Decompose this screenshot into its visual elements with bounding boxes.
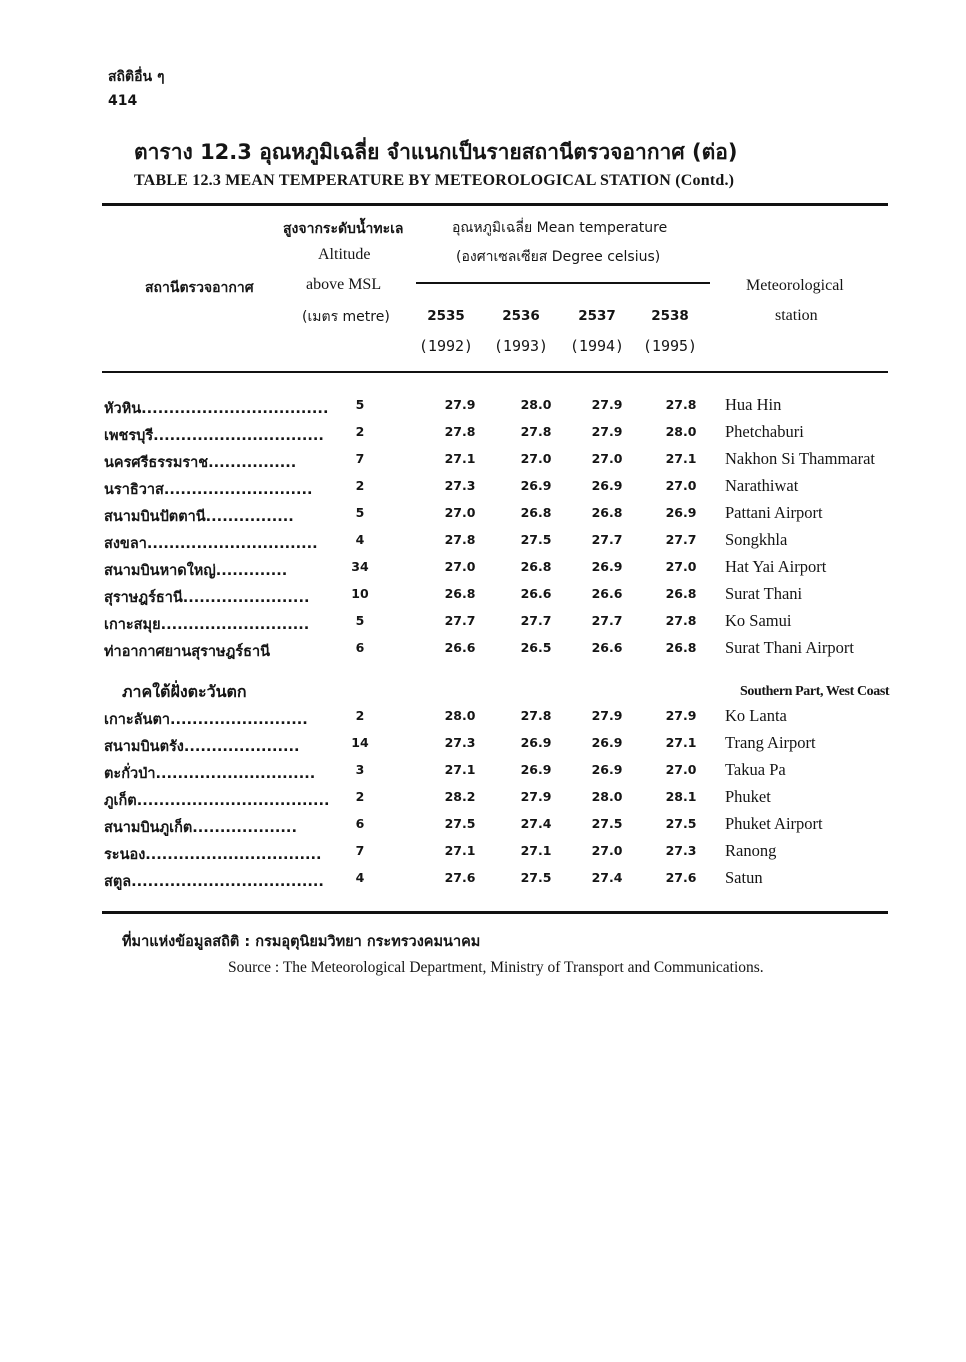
header-bottom-rule [102,371,888,373]
temp-value: 27.8 [444,532,476,547]
table-row [0,870,966,897]
section-heading-thai: ภาคใต้ฝั่งตะวันตก [122,682,247,701]
temp-value: 26.9 [591,762,623,777]
temp-value: 28.0 [520,397,552,412]
temp-value: 27.0 [665,478,697,493]
table-row [0,397,966,424]
header-altitude-en2: above MSL [306,276,382,293]
temp-value: 28.1 [665,789,697,804]
temp-value: 26.6 [520,586,552,601]
temp-value: 26.8 [444,586,476,601]
temp-value: 27.9 [520,789,552,804]
header-year-be: 2538 [651,308,689,324]
table-row [0,762,966,789]
temp-value: 27.1 [665,735,697,750]
header-mean-temp-unit: (องศาเซลเซียส Degree celsius) [456,249,661,265]
temp-value: 26.9 [591,735,623,750]
station-name-thai: ตะกั่วป่า............................. [104,766,316,782]
temp-value: 27.1 [444,451,476,466]
station-name-en: Narathiwat [725,476,799,495]
temp-value: 26.8 [665,586,697,601]
temp-value: 27.1 [444,762,476,777]
altitude-value: 5 [355,505,365,520]
temp-value: 27.7 [520,613,552,628]
station-name-en: Ko Samui [725,611,792,630]
temp-value: 27.8 [665,397,697,412]
temp-value: 27.0 [665,762,697,777]
source-note-thai: ที่มาแห่งข้อมูลสถิติ : กรมอุตุนิยมวิทยา กระทรวงคมนาคม [122,934,481,950]
temp-value: 26.8 [520,505,552,520]
temp-value: 26.8 [665,640,697,655]
station-name-en: Surat Thani Airport [725,638,854,657]
temp-value: 28.0 [444,708,476,723]
station-name-thai: เพชรบุรี............................... [104,428,324,444]
temp-value: 27.8 [665,613,697,628]
temp-value: 27.3 [444,478,476,493]
station-name-en: Hua Hin [725,395,782,414]
temp-value: 26.5 [520,640,552,655]
temp-value: 27.4 [591,870,623,885]
header-altitude-thai: สูงจากระดับน้ำทะเล [283,221,404,237]
altitude-value: 14 [351,735,369,750]
station-name-thai: สนามบินตรัง..................... [104,739,300,755]
temp-value: 27.9 [591,397,623,412]
temp-value: 27.4 [520,816,552,831]
temp-value: 27.7 [665,532,697,547]
source-note-english: Source : The Meteorological Department, Ministry of Transport and Communications. [228,959,764,976]
header-altitude-en: Altitude [318,246,371,263]
temp-value: 26.6 [591,640,623,655]
temp-value: 27.0 [444,505,476,520]
temp-value: 27.3 [444,735,476,750]
header-year-be: 2536 [502,308,540,324]
temp-value: 26.9 [520,762,552,777]
temp-value: 26.6 [444,640,476,655]
header-year-be: 2537 [578,308,616,324]
page-number: 414 [108,93,138,109]
altitude-value: 6 [355,640,365,655]
table-row [0,843,966,870]
temp-value: 27.0 [520,451,552,466]
temp-value: 27.1 [520,843,552,858]
altitude-value: 7 [355,843,365,858]
altitude-value: 2 [355,708,365,723]
station-name-en: Songkhla [725,530,788,549]
altitude-value: 34 [351,559,369,574]
header-altitude-unit: (เมตร metre) [302,309,390,325]
temp-value: 27.0 [444,559,476,574]
station-name-thai: สุราษฎร์ธานี....................... [104,590,310,606]
temp-value: 27.8 [520,424,552,439]
table-row [0,789,966,816]
section-heading-english: Southern Part, West Coast [740,684,890,699]
station-name-en: Phuket Airport [725,814,823,833]
header-year-ce: (1993) [493,337,549,355]
temp-value: 27.9 [665,708,697,723]
temp-value: 26.9 [520,735,552,750]
station-name-en: Pattani Airport [725,503,823,522]
altitude-value: 2 [355,478,365,493]
temp-value: 27.5 [520,532,552,547]
altitude-value: 5 [355,397,365,412]
station-name-en: Phetchaburi [725,422,804,441]
station-name-en: Surat Thani [725,584,803,603]
station-name-thai: ภูเก็ต................................... [104,793,330,809]
altitude-value: 7 [355,451,365,466]
station-name-en: Nakhon Si Thammarat [725,449,875,468]
altitude-value: 5 [355,613,365,628]
temp-value: 27.3 [665,843,697,858]
temp-value: 27.1 [665,451,697,466]
temp-value: 26.8 [520,559,552,574]
station-name-thai: นครศรีธรรมราช................ [104,455,297,471]
temp-value: 28.0 [591,789,623,804]
temp-value: 26.8 [591,505,623,520]
station-name-thai: หัวหิน.................................. [104,401,329,417]
temp-value: 27.5 [444,816,476,831]
temp-value: 27.9 [591,708,623,723]
header-station-thai: สถานีตรวจอากาศ [145,280,254,296]
table-row [0,559,966,586]
table-bottom-rule [102,911,888,914]
altitude-value: 6 [355,816,365,831]
table-title-english: TABLE 12.3 MEAN TEMPERATURE BY METEOROLOGICAL STATION (Contd.) [134,172,735,189]
temp-value: 27.8 [444,424,476,439]
table-row [0,424,966,451]
temp-value: 27.0 [591,843,623,858]
altitude-value: 2 [355,789,365,804]
temp-value: 27.8 [520,708,552,723]
temp-value: 27.9 [444,397,476,412]
temp-value: 27.1 [444,843,476,858]
temp-value: 27.6 [444,870,476,885]
header-year-ce: (1992) [418,337,474,355]
station-name-en: Takua Pa [725,760,786,779]
table-row [0,505,966,532]
temp-value: 26.9 [591,478,623,493]
header-year-be: 2535 [427,308,465,324]
temp-value: 27.0 [591,451,623,466]
station-name-thai: นราธิวาส........................... [104,482,313,498]
temp-value: 27.7 [591,613,623,628]
station-name-thai: สงขลา............................... [104,536,318,552]
header-mean-temp: อุณหภูมิเฉลี่ย Mean temperature [452,220,668,236]
temp-value: 28.2 [444,789,476,804]
station-name-thai: สนามบินภูเก็ต................... [104,820,297,836]
temp-value: 27.6 [665,870,697,885]
altitude-value: 3 [355,762,365,777]
table-top-rule [102,203,888,206]
station-name-thai: สนามบินปัตตานี................ [104,509,294,525]
table-row [0,640,966,667]
temp-value: 27.5 [520,870,552,885]
altitude-value: 10 [351,586,369,601]
temp-value: 27.0 [665,559,697,574]
temp-value: 28.0 [665,424,697,439]
table-title-thai: ตาราง 12.3 อุณหภูมิเฉลี่ย จำแนกเป็นรายสถานีตรวจอากาศ (ต่อ) [134,140,738,164]
station-name-en: Ranong [725,841,777,860]
header-year-ce: (1995) [642,337,698,355]
altitude-value: 2 [355,424,365,439]
table-row [0,532,966,559]
temp-value: 27.7 [444,613,476,628]
station-name-thai: สตูล................................... [104,874,324,890]
table-row [0,613,966,640]
station-name-thai: ท่าอากาศยานสุราษฎร์ธานี [104,644,270,660]
header-year-ce: (1994) [569,337,625,355]
temp-value: 26.9 [665,505,697,520]
altitude-value: 4 [355,870,365,885]
table-row [0,816,966,843]
station-name-thai: สนามบินหาดใหญ่............. [104,563,288,579]
table-row [0,451,966,478]
station-name-en: Trang Airport [725,733,816,752]
header-station-en2: station [775,307,818,324]
station-name-thai: เกาะลันตา......................... [104,712,308,728]
station-name-thai: ระนอง................................ [104,847,322,863]
table-row [0,586,966,613]
station-name-en: Hat Yai Airport [725,557,827,576]
temp-value: 27.9 [591,424,623,439]
header-station-en: Meteorological [746,277,844,294]
altitude-value: 4 [355,532,365,547]
table-row [0,735,966,762]
station-name-en: Satun [725,868,763,887]
temp-value: 27.7 [591,532,623,547]
table-row [0,478,966,505]
temp-value: 26.9 [591,559,623,574]
temp-value: 26.6 [591,586,623,601]
page-category: สถิติอื่น ๆ [108,69,165,85]
temp-value: 26.9 [520,478,552,493]
station-name-en: Phuket [725,787,771,806]
station-name-en: Ko Lanta [725,706,787,725]
temp-value: 27.5 [591,816,623,831]
header-span-rule [416,282,710,284]
temp-value: 27.5 [665,816,697,831]
table-row [0,708,966,735]
station-name-thai: เกาะสมุย........................... [104,617,310,633]
